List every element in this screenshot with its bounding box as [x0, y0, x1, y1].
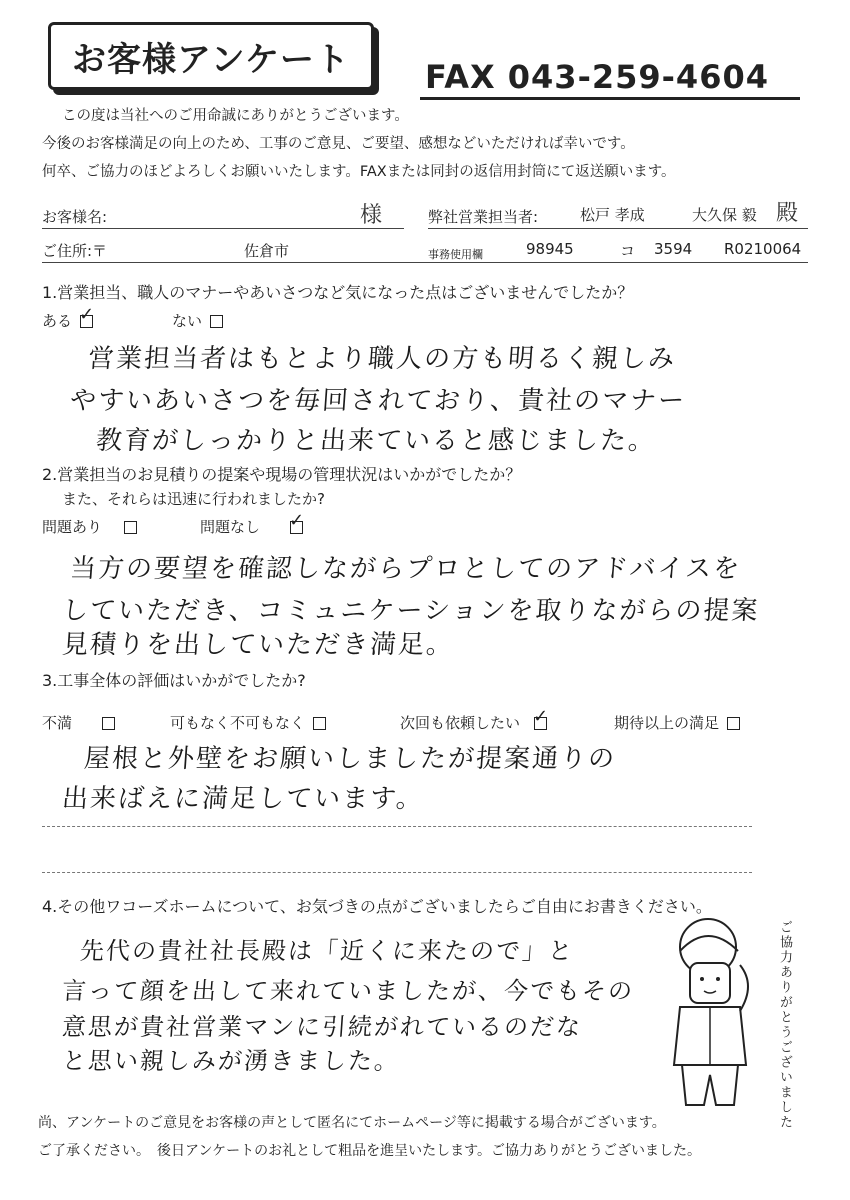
- q2-option-no-problem[interactable]: [200, 516, 303, 537]
- q3-title: 3.工事全体の評価はいかがでしたか?: [42, 671, 306, 690]
- office-code-4: R0210064: [724, 240, 802, 258]
- q3-option-unsatisfied[interactable]: [42, 712, 115, 733]
- q3-neutral-checkbox[interactable]: [313, 717, 326, 730]
- name-underline: [42, 228, 404, 229]
- q1-title: 1.営業担当、職人のマナーやあいさつなど気になった点はございませんでしたか？: [42, 283, 634, 302]
- staff-label: 弊社営業担当者:: [428, 208, 539, 226]
- q3-option-4-label: 期待以上の満足: [614, 714, 720, 732]
- q2-subtitle: また、それらは迅速に行われましたか?: [62, 490, 325, 508]
- q2-option-no-problem-label: 問題なし: [200, 518, 261, 536]
- thank-you-vertical-note: ご協力ありがとうございました: [777, 920, 792, 1130]
- q1-option-no[interactable]: [172, 310, 223, 331]
- staff-name-2: 大久保 毅: [692, 206, 757, 224]
- intro-line-2: 今後のお客様満足の向上のため、工事のご意見、ご要望、感想などいただければ幸いです。: [42, 136, 635, 152]
- q3-option-3-label: 次回も依頼したい: [400, 714, 521, 732]
- survey-title: お客様アンケート: [48, 22, 374, 90]
- q3-answer-line-2: 出来ばえに満足しています。: [60, 784, 425, 814]
- office-code-2: コ: [620, 242, 636, 260]
- office-use-label: 事務使用欄: [428, 248, 483, 261]
- address-label: ご住所:〒: [42, 242, 108, 260]
- fax-number: FAX 043-259-4604: [425, 58, 769, 96]
- address-value: 佐倉市: [244, 242, 290, 260]
- q4-answer-line-1: 先代の貴社社長殿は「近くに来たので」と: [79, 937, 575, 965]
- staff-honorific: 殿: [776, 201, 799, 226]
- intro-line-3: 何卒、ご協力のほどよろしくお願いいたします。FAXまたは同封の返信用封筒にて返送願います。: [42, 164, 676, 180]
- q2-answer-line-3: 見積りを出していただき満足。: [60, 630, 456, 660]
- q3-blank-line-2: [42, 872, 752, 873]
- q3-option-exceeded[interactable]: [614, 712, 740, 733]
- q1-answer-line-2: やすいあいさつを毎回されており、貴社のマナー: [68, 386, 688, 416]
- q3-option-request-again[interactable]: [400, 712, 547, 733]
- q3-exceeded-checkbox[interactable]: [727, 717, 740, 730]
- fax-underline: [420, 97, 800, 100]
- q1-yes-checkbox[interactable]: [80, 315, 93, 328]
- q3-option-neutral[interactable]: [170, 712, 326, 733]
- customer-name-label: お客様名:: [42, 208, 108, 226]
- q3-option-1-label: 不満: [42, 714, 73, 732]
- q1-answer-line-3: 教育がしっかりと出来ていると感じました。: [94, 426, 658, 456]
- q3-unsatisfied-checkbox[interactable]: [102, 717, 115, 730]
- footer-line-2: ご了承ください。 後日アンケートのお礼として粗品を進呈いたします。ご協力ありがとうございました。: [38, 1143, 702, 1159]
- q1-option-no-label: ない: [172, 312, 203, 330]
- q2-title: 2.営業担当のお見積りの提案や現場の管理状況はいかがでしたか？: [42, 465, 522, 484]
- staff-name-1: 松戸 孝成: [580, 206, 645, 224]
- office-code-1: 98945: [526, 240, 574, 258]
- q2-problem-checkbox[interactable]: [124, 521, 137, 534]
- address-underline: [42, 262, 808, 263]
- q2-answer-line-2: していただき、コミュニケーションを取りながらの提案: [60, 596, 761, 626]
- q3-option-2-label: 可もなく不可もなく: [170, 714, 306, 732]
- q4-answer-line-4: と思い親しみが湧きました。: [61, 1047, 401, 1075]
- q2-option-problem-label: 問題あり: [42, 518, 103, 536]
- q2-no-problem-checkbox[interactable]: [290, 521, 303, 534]
- staff-underline: [428, 228, 808, 229]
- q1-option-yes[interactable]: [42, 310, 93, 331]
- footer-line-1: 尚、アンケートのご意見をお客様の声として匿名にてホームページ等に掲載する場合がございます。: [38, 1115, 666, 1131]
- customer-name-honorific: 様: [360, 203, 383, 228]
- q4-answer-line-2: 言って顔を出して来れていましたが、今でもその: [61, 977, 635, 1005]
- q3-answer-line-1: 屋根と外壁をお願いしましたが提案通りの: [82, 744, 618, 774]
- office-code-3: 3594: [654, 240, 693, 258]
- q2-option-problem[interactable]: [42, 516, 137, 537]
- q4-answer-line-3: 意思が貴社営業マンに引続がれているのだな: [61, 1013, 583, 1041]
- worker-illustration: [660, 915, 770, 1115]
- q3-blank-line-1: [42, 826, 752, 827]
- q1-answer-line-1: 営業担当者はもとより職人の方も明るく親しみ: [86, 344, 678, 374]
- q2-answer-line-1: 当方の要望を確認しながらプロとしてのアドバイスを: [68, 554, 743, 584]
- q3-request-again-checkbox[interactable]: [534, 717, 547, 730]
- q1-option-yes-label: ある: [42, 312, 73, 330]
- q1-no-checkbox[interactable]: [210, 315, 223, 328]
- q4-title: 4.その他ワコーズホームについて、お気づきの点がございましたらご自由にお書きください。: [42, 897, 712, 916]
- intro-line-1: この度は当社へのご用命誠にありがとうございます。: [62, 108, 409, 124]
